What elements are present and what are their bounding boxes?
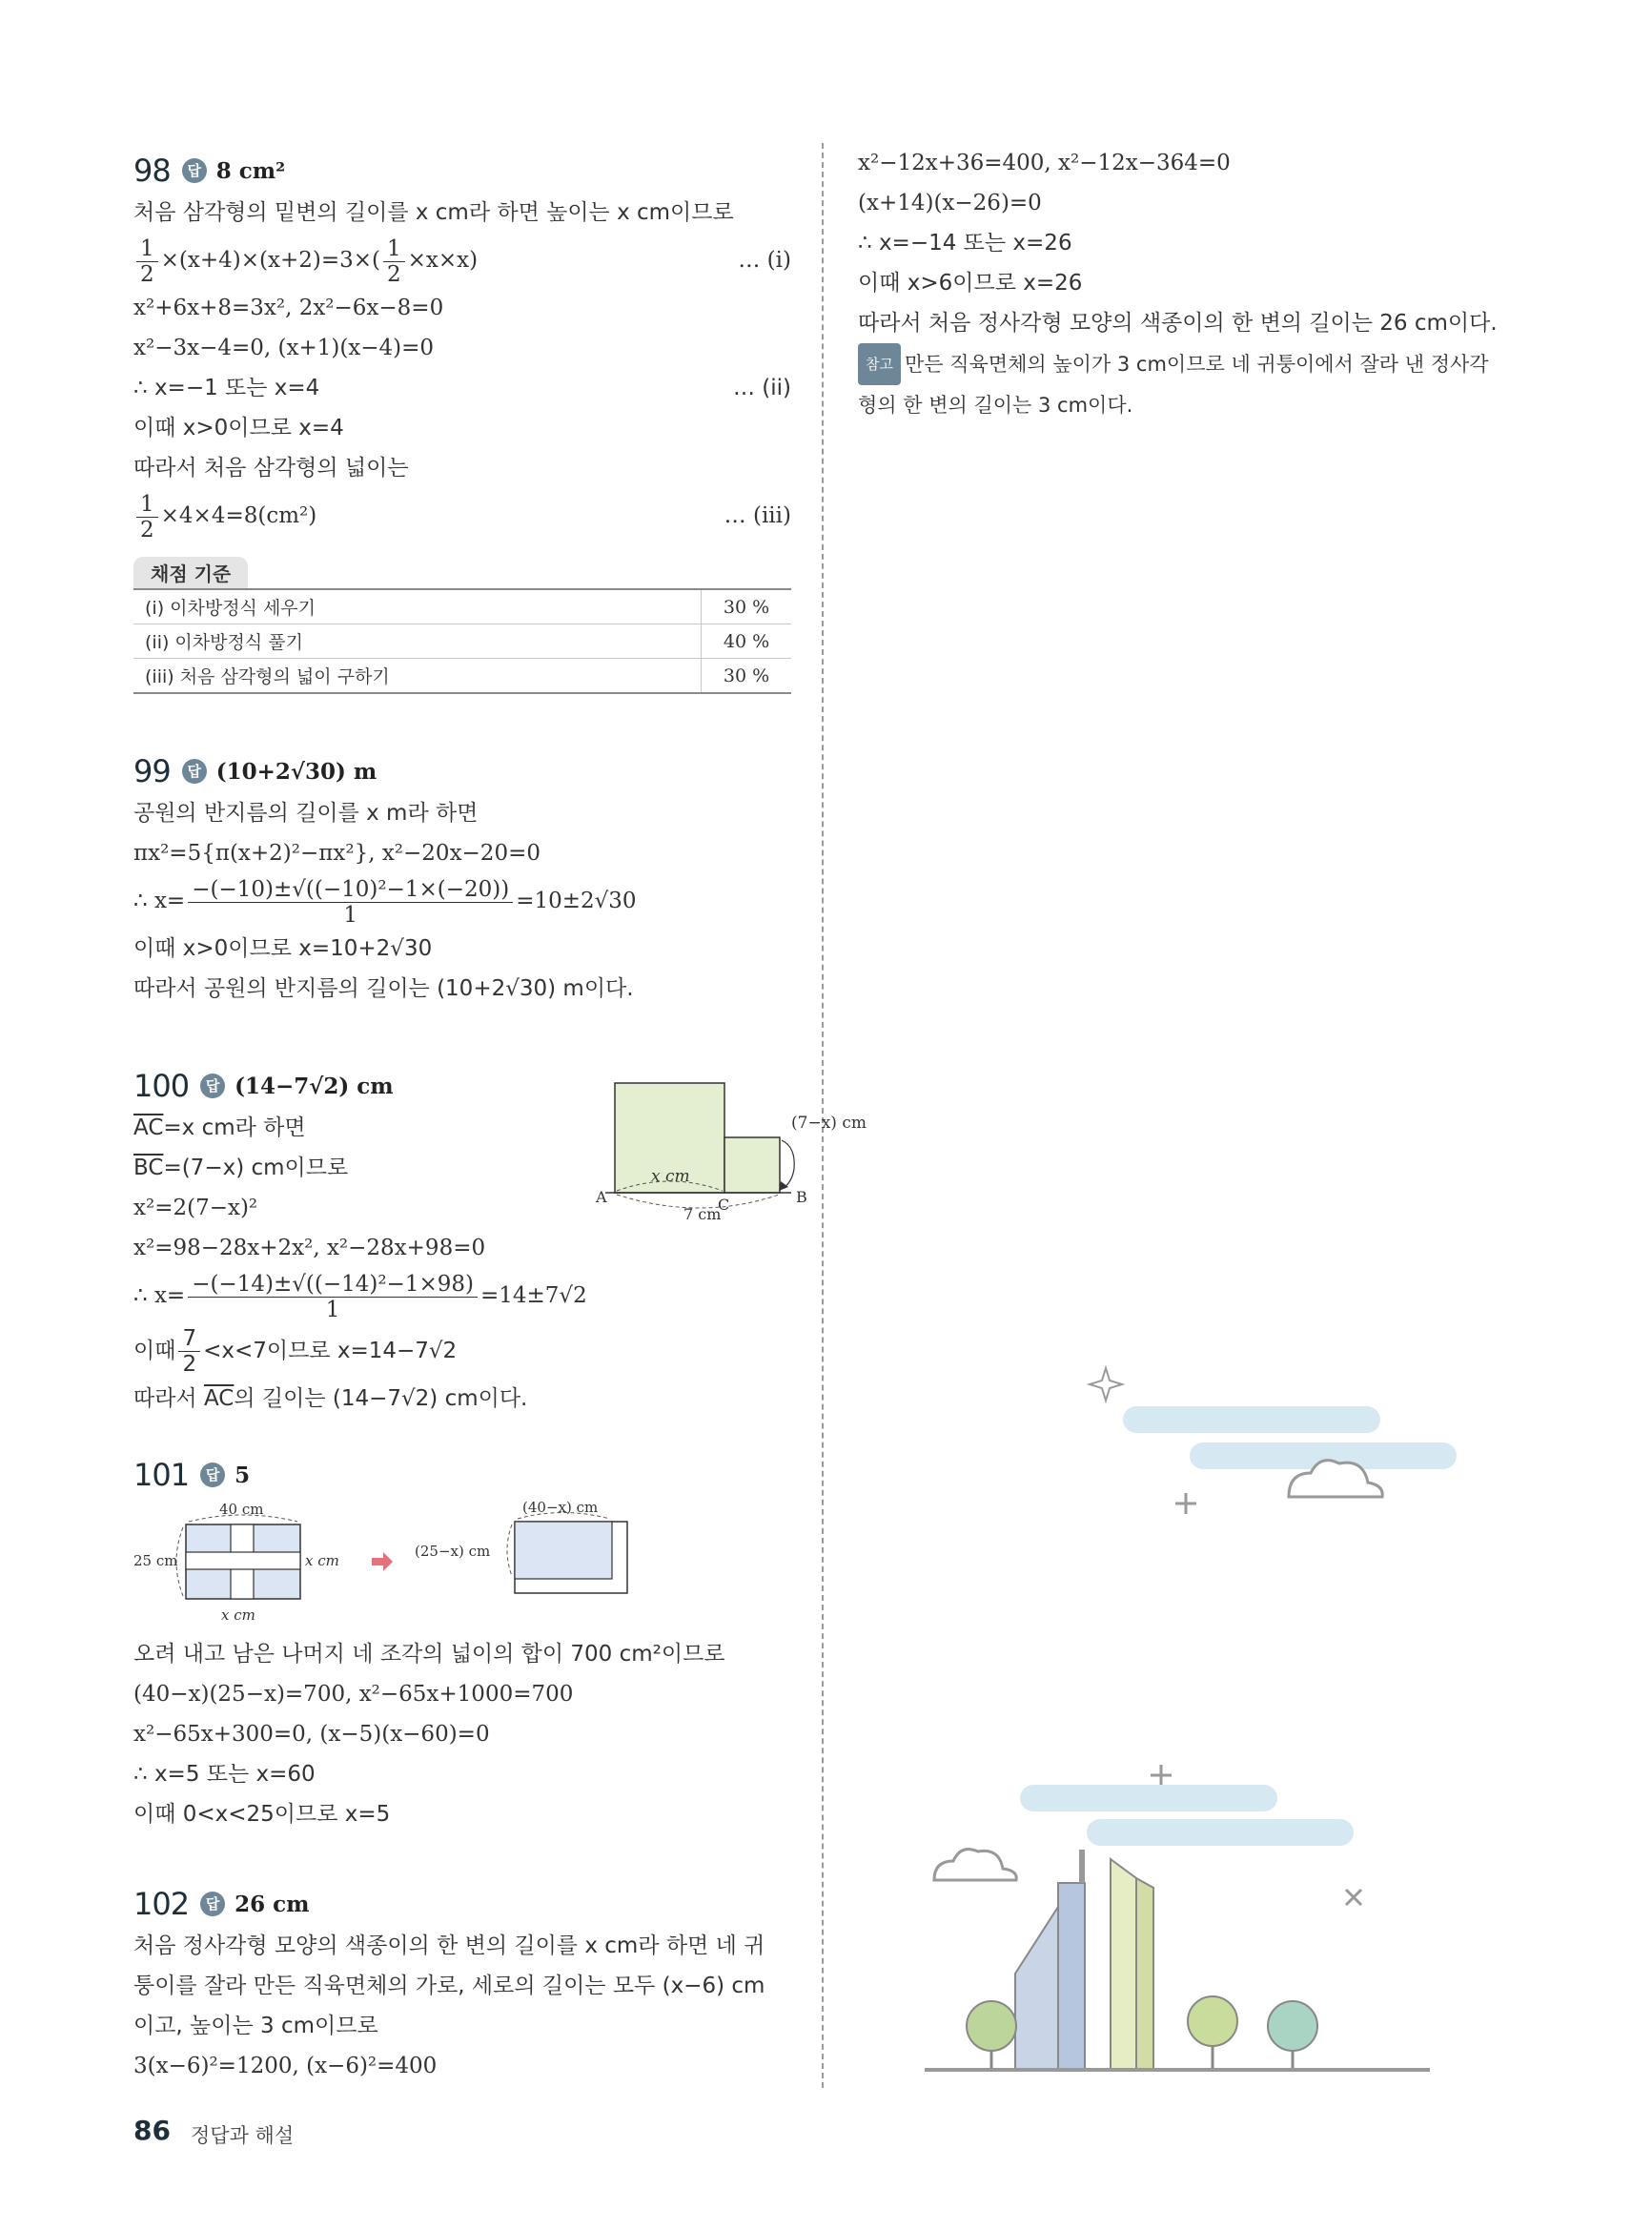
result-top-label: (40−x) cm: [522, 1501, 599, 1516]
answer-value: (10+2√30) m: [215, 758, 377, 785]
sparkle-icon: [1090, 1368, 1122, 1401]
text-line: 이때 x>0이므로 x=4: [133, 416, 344, 440]
step-tag: … (i): [738, 248, 791, 273]
text-line: 따라서 $\overline{AC}$의 길이는 (14−7√2) cm이다.: [133, 1386, 528, 1411]
equation-line: ∴ x=−1 또는 x=4 … (ii): [133, 368, 791, 408]
text-line: 이고, 높이는 3 cm이므로: [133, 2014, 378, 2038]
building-icon: [1015, 1907, 1058, 2069]
building-icon: [1058, 1883, 1085, 2069]
result-left-label: (25−x) cm: [415, 1543, 491, 1560]
text-line: 이때 x>0이므로 x=10+2√30: [133, 936, 433, 961]
point-a-label: A: [596, 1188, 607, 1206]
text-line: 따라서 처음 정사각형 모양의 색종이의 한 변의 길이는 26 cm이다.: [858, 311, 1498, 336]
equation-line: x²+6x+8=3x², 2x²−6x−8=0: [133, 296, 444, 320]
problem-98-header: [133, 149, 791, 193]
equation-line: (40−x)(25−x)=700, x²−65x+1000=700: [133, 1682, 574, 1707]
answer-badge: 답: [200, 1892, 225, 1916]
equation-line: πx²=5{π(x+2)²−πx²}, x²−20x−20=0: [133, 841, 540, 866]
answer-value: (14−7√2) cm: [235, 1073, 394, 1099]
problem-number: 102: [133, 1886, 190, 1922]
equation-line: ∴ x= $\frac{\text{−(−10)±√((−10)²−1×(−20))}}{1}$ =10±2√30: [133, 876, 637, 928]
problem-number: 98: [133, 153, 171, 189]
small-square: [724, 1137, 780, 1193]
x-label: x cm: [651, 1167, 690, 1186]
side-label: (7−x) cm: [791, 1114, 867, 1133]
city-illustration: [915, 1764, 1439, 2078]
page-footer-title: 정답과 해설: [191, 2124, 295, 2147]
problem-99-header: [133, 749, 791, 793]
equation-line: (x+14)(x−26)=0: [858, 191, 1042, 215]
note-line: 참고 만든 직육면체의 높이가 3 cm이므로 네 귀퉁이에서 잘라 낸 정사각: [858, 343, 1544, 385]
fraction: $\frac{1}{2}$: [136, 236, 158, 287]
antenna-icon: [1079, 1850, 1085, 1883]
table-title: 채점 기준: [133, 557, 248, 588]
text-line: ∴ x=−14 또는 x=26: [858, 231, 1072, 256]
problem-number: 101: [133, 1457, 190, 1493]
equation-line: 이때 $\frac{7}{2}$ <x<7이므로 x=14−7√2: [133, 1326, 458, 1377]
answer-value: 26 cm: [235, 1891, 310, 1917]
plus-icon: [1175, 1493, 1196, 1514]
equation-line: x²−65x+300=0, (x−5)(x−60)=0: [133, 1722, 490, 1747]
left-column: [133, 143, 867, 2086]
equation-line: ∴ x= $\frac{\text{−(−14)±√((−14)²−1×98)}}{1}$ =14±7√2: [133, 1271, 587, 1322]
tree-icon: [967, 2001, 1016, 2051]
text-line: 처음 삼각형의 밑변의 길이를 x cm라 하면 높이는 x cm이므로: [133, 200, 734, 225]
problem-number: 99: [133, 753, 171, 789]
table-row: (ii) 이차방정식 풀기 40 %: [133, 624, 791, 659]
equation-line: x²−3x−4=0, (x+1)(x−4)=0: [133, 336, 435, 360]
problem-102-header: [133, 1882, 791, 1926]
equation-line: x²=2(7−x)²: [133, 1196, 258, 1220]
problem-number: 100: [133, 1068, 190, 1104]
left-label: 25 cm: [133, 1552, 178, 1569]
text-line: 퉁이를 잘라 만든 직육면체의 가로, 세로의 길이는 모두 (x−6) cm: [133, 1974, 765, 1998]
text-line: 따라서 공원의 반지름의 길이는 (10+2√30) m이다.: [133, 976, 634, 1001]
cloud-icon: [934, 1850, 1016, 1880]
answer-badge: 답: [182, 759, 207, 784]
cloud-band-icon: [1123, 1406, 1380, 1433]
answer-value: 5: [235, 1462, 251, 1488]
result-left-arc: [507, 1524, 512, 1576]
text-line: 오려 내고 남은 나머지 네 조각의 넓이의 합이 700 cm²이므로: [133, 1642, 725, 1667]
fraction: $\frac{1}{2}$: [136, 492, 158, 542]
cloud-band-icon: [1087, 1819, 1354, 1846]
point-b-label: B: [796, 1188, 807, 1206]
tree-icon: [1188, 1996, 1237, 2046]
bottom-label: x cm: [221, 1606, 255, 1624]
fraction: $\frac{1}{2}$: [383, 236, 405, 287]
right-column: [858, 143, 1544, 425]
fraction: $\frac{\text{−(−14)±√((−14)²−1×98)}}{1}$: [188, 1272, 478, 1322]
equation-line: x²−12x+36=400, x²−12x−364=0: [858, 151, 1231, 175]
paper-figure: [133, 1501, 791, 1625]
answer-badge: 답: [200, 1074, 225, 1098]
equation-line: x²=98−28x+2x², x²−28x+98=0: [133, 1236, 486, 1260]
text-line: $\overline{AC}=x$ cm라 하면: [133, 1115, 306, 1140]
scoring-table: [133, 557, 791, 694]
problem-100: [133, 1064, 867, 1419]
step-tag: … (ii): [732, 376, 791, 400]
right-label: x cm: [305, 1552, 339, 1569]
building-icon: [1136, 1878, 1153, 2069]
note-badge: 참고: [858, 343, 901, 385]
sky-illustration: [1077, 1354, 1478, 1525]
point-c-label: C: [718, 1196, 730, 1214]
text-line: 처음 정사각형 모양의 색종이의 한 변의 길이를 x cm라 하면 네 귀: [133, 1933, 765, 1958]
criteria-table: [133, 588, 791, 694]
equation-line: $\frac{1}{2}$ ×(x+4)×(x+2)=3×( $\frac{1}{2}$ ×x×x) … (i): [133, 233, 791, 288]
table-row: (iii) 처음 삼각형의 넓이 구하기 30 %: [133, 659, 791, 694]
fraction: $\frac{7}{2}$: [178, 1326, 200, 1377]
top-label: 40 cm: [219, 1501, 264, 1518]
answer-badge: 답: [200, 1463, 225, 1487]
equation-line: $\frac{1}{2}$ ×4×4=8(cm²) … (iii): [133, 488, 791, 543]
text-line: 이때 x>6이므로 x=26: [858, 271, 1083, 296]
squares-figure: [567, 1069, 929, 1231]
cloud-band-icon: [1020, 1785, 1277, 1811]
plus-icon: [1151, 1765, 1172, 1786]
side-arrow: [782, 1140, 794, 1187]
result-inner-rect: [515, 1522, 612, 1579]
page-number: 86: [133, 2115, 171, 2146]
note-line: 형의 한 변의 길이는 3 cm이다.: [858, 394, 1133, 417]
building-icon: [1111, 1859, 1136, 2069]
text-line: 따라서 처음 삼각형의 넓이는: [133, 456, 409, 481]
total-label: 7 cm: [683, 1205, 722, 1223]
arrow-icon: [372, 1552, 393, 1571]
equation-line: 3(x−6)²=1200, (x−6)²=400: [133, 2054, 438, 2078]
table-row: (i) 이차방정식 세우기 30 %: [133, 589, 791, 624]
problem-101-header: [133, 1453, 791, 1497]
answer-badge: 답: [182, 158, 207, 183]
tree-icon: [1268, 2001, 1317, 2051]
fraction: $\frac{\text{−(−10)±√((−10)²−1×(−20))}}{1}$: [188, 877, 513, 928]
text-line: 공원의 반지름의 길이를 x m라 하면: [133, 801, 479, 826]
cross-icon: [1346, 1890, 1361, 1905]
text-line: 이때 0<x<25이므로 x=5: [133, 1802, 391, 1827]
text-line: $\overline{BC}=(7-x)$ cm이므로: [133, 1156, 349, 1180]
answer-value: 8 cm²: [215, 157, 286, 184]
cut-horizontal-strip: [186, 1552, 300, 1569]
text-line: ∴ x=5 또는 x=60: [133, 1762, 316, 1787]
step-tag: … (iii): [724, 503, 791, 528]
